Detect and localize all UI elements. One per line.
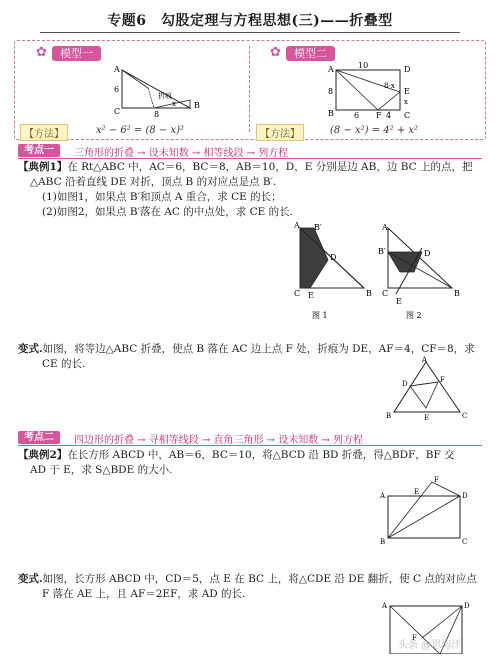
variant-one-line2: CE 的长. <box>42 358 86 370</box>
variant-two <box>18 572 488 587</box>
model-two-figure <box>326 62 426 124</box>
label-c: C <box>114 107 121 116</box>
label-b: B <box>386 412 392 420</box>
label-f: F <box>412 634 417 642</box>
variant-one-figure <box>386 356 470 424</box>
label-b: B <box>454 289 460 298</box>
example-one-line2: △ABC 沿着直线 DE 对折，顶点 B 的对应点是点 B′. <box>30 176 277 188</box>
label-x: x <box>404 98 408 106</box>
watermark: 头条 @思海洋 <box>398 640 462 651</box>
flower-icon: ✿ <box>36 45 47 60</box>
figure-one <box>292 222 378 328</box>
section-two-rule <box>18 445 482 446</box>
label-c: C <box>294 289 301 298</box>
figure-two <box>378 222 468 328</box>
variant-one-head: 变式. <box>18 343 43 355</box>
formula-two: (8 − x²) = 4² + x² <box>330 125 419 136</box>
label-4: 4 <box>386 111 392 120</box>
label-a: A <box>382 602 388 610</box>
example-two-line1: 在长方形 ABCD 中，AB＝6，BC＝10，将△BCD 沿 BD 折叠，得△BDF，BF 交 <box>67 449 455 461</box>
label-a: A <box>422 356 428 364</box>
label-8: 8 <box>154 110 160 119</box>
label-d: D <box>330 253 337 262</box>
label-e: E <box>404 87 410 96</box>
variant-one <box>18 342 488 357</box>
label-a: A <box>114 65 120 74</box>
label-c: C <box>462 412 468 420</box>
label-a: A <box>380 492 386 500</box>
label-a: A <box>328 65 334 74</box>
label-d: D <box>402 380 408 388</box>
figure-one-caption: 图 1 <box>312 311 328 320</box>
section-two-tag: 考点二 <box>18 431 60 444</box>
label-8x: 8-x <box>384 82 395 90</box>
label-b: B <box>366 289 372 298</box>
label-d: D <box>464 602 470 610</box>
flower-icon: ✿ <box>270 45 281 60</box>
label-b: B <box>194 101 200 110</box>
label-d: D <box>404 65 411 74</box>
label-c: C <box>382 289 389 298</box>
label-f: F <box>376 111 382 120</box>
label-fold: 折痕 <box>158 92 172 100</box>
label-6: 6 <box>114 85 120 94</box>
section-one-rule <box>18 158 482 159</box>
example-two-head: 【典例2】 <box>18 449 68 461</box>
label-c: C <box>404 111 411 120</box>
section-two-flow: 四边形的折叠 → 寻相等线段 → 直角三角形 → 设未知数 → 列方程 <box>74 435 363 446</box>
figure-two-caption: 图 2 <box>406 311 422 320</box>
model-one-figure <box>108 62 208 124</box>
label-d: D <box>424 249 431 258</box>
label-6: 6 <box>354 111 360 120</box>
example-one-q2: (2)如图2，如果点 B′落在 AC 的中点处，求 CE 的长. <box>42 206 293 218</box>
example-one-line1: 在 Rt△ABC 中，AC＝6，BC＝8，AB＝10，D，E 分别是边 AB，边 BC 上的点，把 <box>67 161 473 173</box>
label-e: E <box>424 414 430 422</box>
section-one-flow: 三角形的折叠 → 设未知数 → 相等线段 → 列方程 <box>74 148 289 159</box>
variant-two-line2: F 落在 AE 上，且 AF＝2EF，求 AD 的长. <box>42 588 246 600</box>
model-two-badge: 模型二 <box>286 46 335 61</box>
label-8: 8 <box>328 87 334 96</box>
label-c: C <box>462 538 468 546</box>
label-bp: B′ <box>314 223 322 232</box>
label-bp: B′ <box>378 247 386 256</box>
label-d: D <box>462 492 468 500</box>
model-one-badge: 模型一 <box>52 46 101 61</box>
model-divider <box>249 46 250 132</box>
title-underline <box>40 32 460 33</box>
example-one-q1: (1)如图1，如果点 B′和顶点 A 重合，求 CE 的长； <box>42 191 282 203</box>
label-a: A <box>382 223 388 232</box>
label-b: B <box>380 538 386 546</box>
label-a: A <box>294 222 300 230</box>
method-tag-one: 【方法】 <box>20 124 68 141</box>
label-x: x <box>172 100 176 108</box>
label-f: F <box>434 476 439 484</box>
label-f: F <box>440 376 445 384</box>
label-e: E <box>414 488 420 496</box>
example-two <box>18 448 488 463</box>
variant-two-head: 变式. <box>18 573 43 585</box>
page-title: 专题6 勾股定理与方程思想(三)——折叠型 <box>107 13 393 29</box>
method-tag-two: 【方法】 <box>256 124 304 141</box>
variant-two-line1: 如图，长方形 ABCD 中，CD＝5，点 E 在 BC 上，将△CDE 沿 DE 翻折，使 C 点的对应点 <box>42 573 477 585</box>
label-b: B <box>328 109 334 118</box>
example-one-head: 【典例1】 <box>18 161 68 173</box>
example-two-figure <box>380 474 470 546</box>
section-one-tag: 考点一 <box>18 144 60 157</box>
formula-one: x² − 6² = (8 − x)² <box>96 125 185 136</box>
label-10: 10 <box>358 62 369 70</box>
example-one <box>18 160 488 175</box>
example-two-line2: AD 于 E，求 S△BDE 的大小. <box>30 464 173 476</box>
variant-one-line1: 如图，将等边△ABC 折叠，使点 B 落在 AC 边上点 F 处，折痕为 DE，AF＝4，CF＝8，求 <box>42 343 475 355</box>
label-e: E <box>396 297 402 306</box>
label-e: E <box>308 291 314 300</box>
